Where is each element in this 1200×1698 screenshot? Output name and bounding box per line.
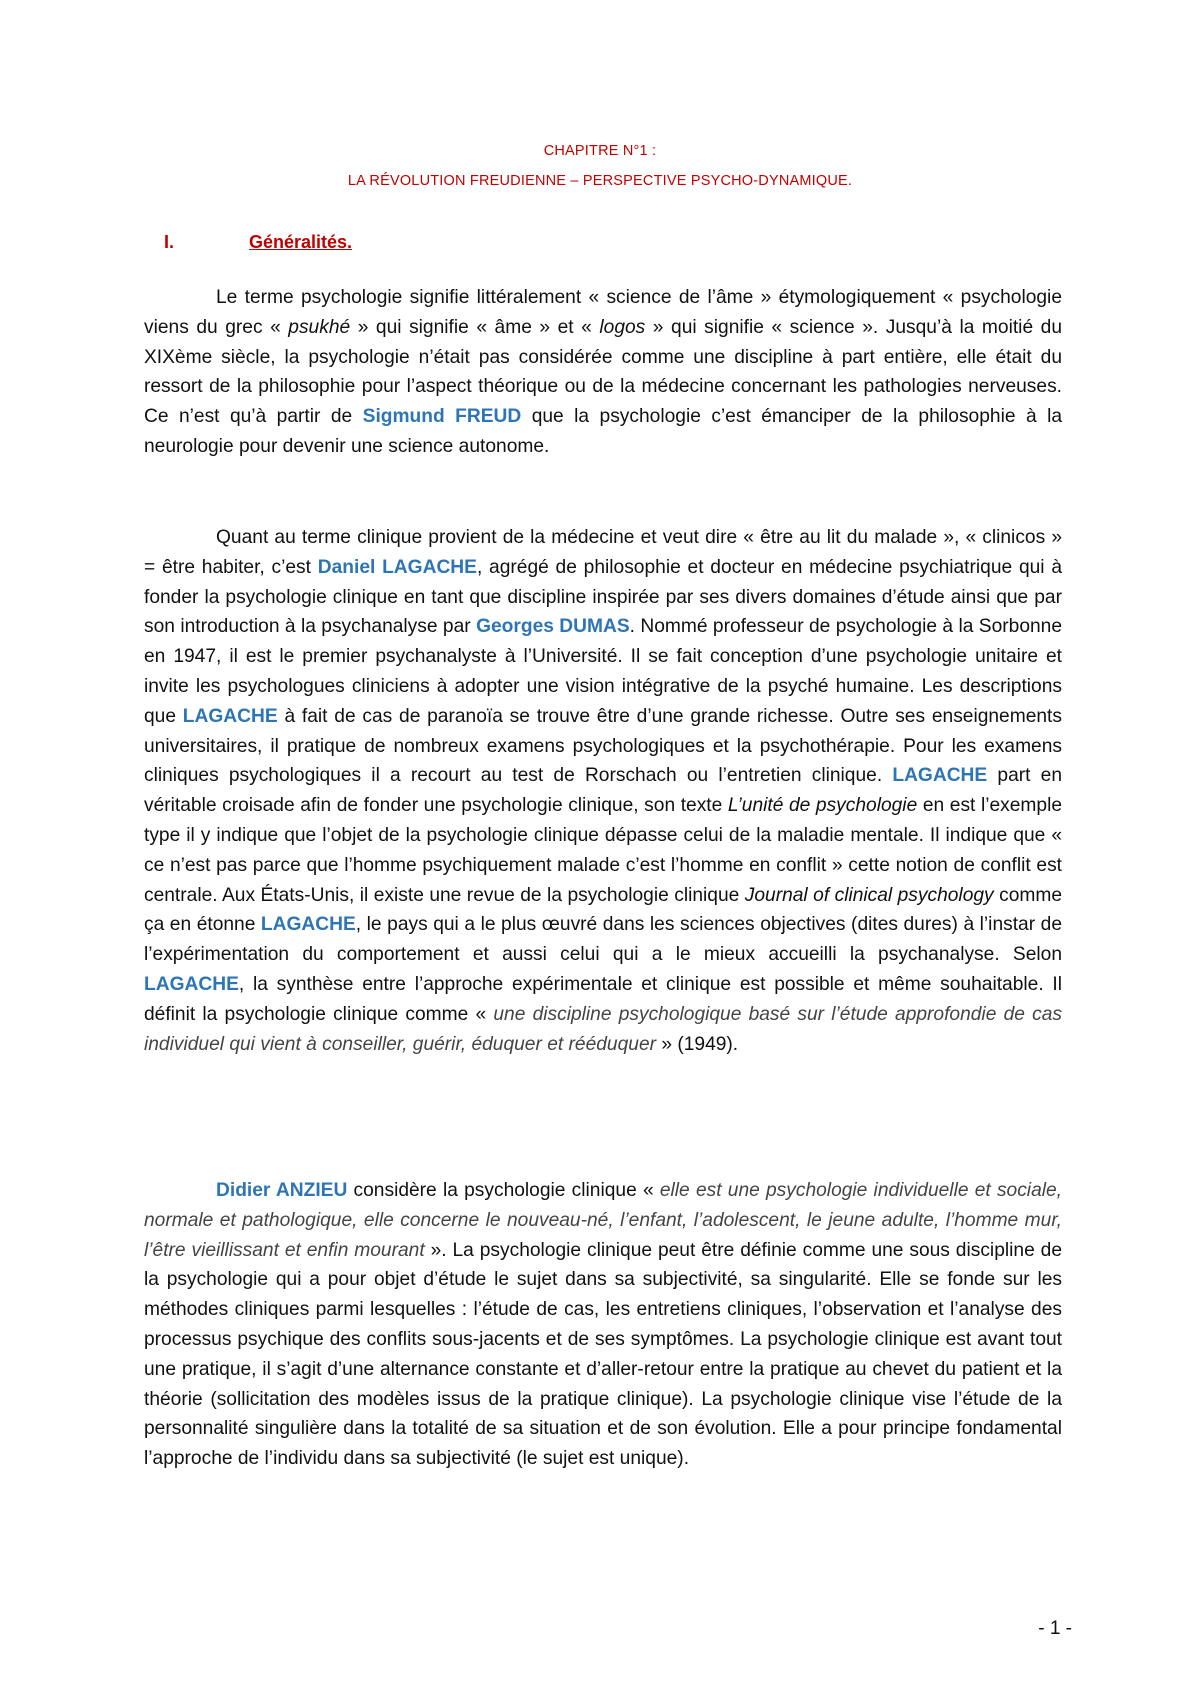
text-run: en est l’exemple type il y indique que l’objet de la psychologie clinique dépasse celui de la maladie mentale. Il indique que « ce n’est pas parce que l’homme psychiquement malade c’est l’homme en conflit » cette notion de conflit est centrale. Aux États-Unis, il existe une revue de la psychologie clinique — [144, 795, 1063, 906]
text-run: , le pays qui a le plus œuvré dans les sciences objectives (dites dures) à l’instar de l’expérimentation du comportement et aussi celui qui a le mieux accueilli la psychanalyse. Selon — [144, 914, 1062, 966]
paragraph-etymology — [144, 283, 1062, 462]
name-dumas: Georges DUMAS — [476, 616, 630, 638]
name-lagache: LAGACHE — [144, 973, 239, 995]
name-lagache: LAGACHE — [260, 914, 356, 936]
text-run: que la psychologie c’est émanciper de la philosophie à la neurologie pour devenir une science autonome. — [144, 406, 1063, 457]
term-logos: logos — [599, 316, 646, 338]
text-run: ». La psychologie clinique peut être définie comme une sous discipline de la psychologie qui a pour objet d’étude le sujet dans sa subjectivité, sa singularité. Elle se fonde sur les méthodes cliniques parmi lesquelles : l’étude de cas, les entretiens cliniques, l’observation et l’analyse des processus psychique des conflits sous-jacents et de ses symptômes. La psychologie clinique est avant tout une pratique, il s’agit d’une alternance constante et d’aller-retour entre la pratique au chevet du patient et la théorie (sollicitation des modèles issus de la pratique clinique). La psychologie clinique vise l’étude de la personnalité singulière dans la totalité de sa situation et de son évolution. Elle a pour principe fondamental l’approche de l’individu dans sa subjectivité (le sujet est unique). — [144, 1239, 1062, 1470]
term-psukhe: psukhé — [288, 316, 351, 338]
chapter-number: CHAPITRE N°1 : — [543, 143, 657, 159]
paragraph-lagache — [144, 523, 1062, 1059]
text-run: à fait de cas de paranoïa se trouve être d’une grande richesse. Outre ses enseignements universitaires, il pratique de nombreux examens psychologiques et la psychothérapie. Pour les examens cliniques psychologiques il a recourt au test de Rorschach ou l’entretien clinique. — [144, 705, 1062, 787]
definition-quote: une discipline psychologique basé sur l’étude approfondie de cas individuel qui vient à conseiller, guérir, éduquer et rééduquer — [144, 1003, 1062, 1055]
book-title: L’unité de psychologie — [727, 795, 918, 817]
section-title: Généralités. — [249, 232, 353, 252]
text-run: » qui signifie « âme » et « — [350, 316, 600, 338]
section-heading — [164, 232, 352, 253]
text-run: , la synthèse entre l’approche expérimentale et clinique est possible et même souhaitable. Il définit la psychologie clinique comme « — [144, 973, 1062, 1025]
chapter-title: LA RÉVOLUTION FREUDIENNE – PERSPECTIVE PSYCHO-DYNAMIQUE. — [347, 173, 853, 189]
text-run: part en véritable croisade afin de fonder une psychologie clinique, son texte — [144, 765, 1062, 817]
page-number: - 1 - — [1038, 1618, 1072, 1639]
section-number: I. — [164, 232, 175, 252]
anzieu-quote: elle est une psychologie individuelle et sociale, normale et pathologique, elle concerne le nouveau-né, l’enfant, l’adolescent, le jeune adulte, l’homme mur, l’être vieillissant et enfin mourant — [144, 1180, 1063, 1261]
text-run: considère la psychologie clinique « — [347, 1180, 660, 1201]
name-lagache: LAGACHE — [892, 765, 988, 787]
text-run: » (1949). — [656, 1033, 739, 1055]
name-lagache: Daniel LAGACHE — [317, 556, 477, 578]
name-lagache: LAGACHE — [182, 705, 278, 727]
text-run: , agrégé de philosophie et docteur en médecine psychiatrique qui à fonder la psychologie clinique en tant que discipline inspirée par ses divers domaines d’étude ainsi que par son introduction à la psychanalyse par — [144, 556, 1062, 638]
name-anzieu: Didier ANZIEU — [216, 1180, 348, 1201]
name-freud: Sigmund FREUD — [362, 406, 522, 428]
text-run: Quant au terme clinique provient de la médecine et veut dire « être au lit du malade », « clinicos » = être habiter, c’est — [144, 527, 1062, 578]
text-run: comme ça en étonne — [144, 884, 1062, 936]
paragraph-anzieu — [144, 1176, 1062, 1474]
journal-title: Journal of clinical psychology — [744, 884, 994, 906]
text-run: » qui signifie « science ». Jusqu’à la moitié du XIXème siècle, la psychologie n’était pas considérée comme une discipline à part entière, elle était du ressort de la philosophie pour l’aspect théorique ou de la médecine concernant les pathologies nerveuses. Ce n’est qu’à partir de — [144, 316, 1062, 428]
text-run: Le terme psychologie signifie littéralement « science de l’âme » étymologiquement « psychologie viens du grec « — [144, 287, 1062, 338]
text-run: . Nommé professeur de psychologie à la Sorbonne en 1947, il est le premier psychanalyste à l’Université. Il se fait conception d’une psychologie unitaire et invite les psychologues cliniciens à adopter une vision intégrative de la psyché humaine. Les descriptions que — [144, 616, 1063, 727]
